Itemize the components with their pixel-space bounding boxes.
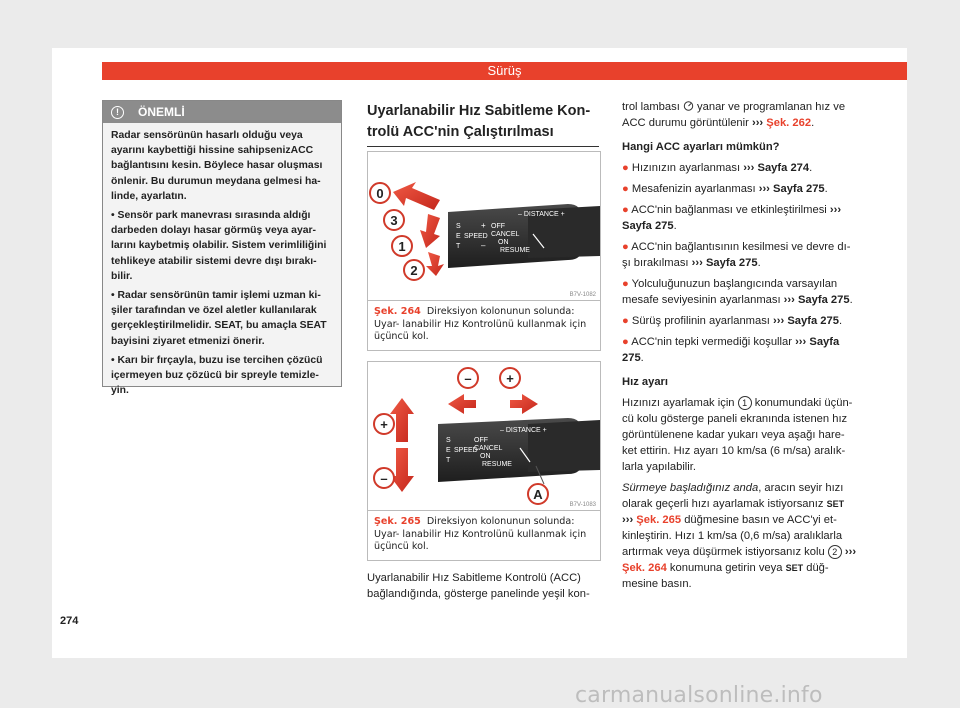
list-item: ● Hızınızın ayarlanması ››› Sayfa 274. bbox=[622, 162, 813, 174]
svg-text:3: 3 bbox=[390, 213, 398, 228]
position-marker: 1 bbox=[738, 396, 752, 410]
svg-text:–: – bbox=[380, 471, 388, 486]
figure-caption: Şek. 265 Direksiyon kolonunun solunda: Uyar- lanabilir Hız Kontrolünü kullanmak için üçüncü kol. bbox=[374, 516, 587, 552]
figure-label: Şek. 264 bbox=[374, 306, 421, 317]
section-rule bbox=[367, 146, 599, 147]
figure-265-image bbox=[368, 362, 600, 511]
arrow-pull bbox=[420, 214, 440, 248]
lever-label-on: ON bbox=[498, 239, 509, 246]
figure-label: Şek. 265 bbox=[374, 516, 421, 527]
marker-plus-top bbox=[500, 368, 520, 388]
lever-label-on: ON bbox=[480, 453, 491, 460]
arrow-up-left bbox=[393, 182, 440, 210]
section-title: Uyarlanabilir Hız Sabitleme Kon- trolü ACC'nin Çalıştırılması bbox=[367, 103, 591, 140]
lever-label-minus: – bbox=[481, 241, 486, 250]
marker-a bbox=[528, 484, 548, 504]
warning-box bbox=[102, 100, 342, 397]
lever-label-off: OFF bbox=[474, 437, 488, 444]
page-ref[interactable]: Sayfa 275 bbox=[622, 220, 674, 232]
lever-label-distance: – DISTANCE + bbox=[518, 211, 565, 218]
speed-paragraph-1: Hızınızı ayarlamak için 1 konumundaki üçün- cü kolu gösterge paneli ekranında istenen hız görüntülenene kadar yukarı veya aşağı hare- ket ettirin. Hız ayarı 10 km/sa (6 m/sa) aralık- larla yapılabilir. bbox=[622, 397, 853, 473]
watermark: carmanualsonline.info bbox=[575, 683, 823, 708]
warning-title: ÖNEMLİ bbox=[138, 105, 185, 119]
body-paragraph: Uyarlanabilir Hız Sabitleme Kontrolü (ACC) bağlandığında, gösterge panelinde yeşil kon- bbox=[367, 572, 590, 600]
warning-header bbox=[103, 101, 341, 123]
svg-text:A: A bbox=[533, 487, 543, 502]
figure-ref[interactable]: Şek. 262 bbox=[766, 117, 812, 129]
figure-264-image bbox=[368, 152, 600, 301]
marker-3 bbox=[384, 210, 404, 230]
arrow-right bbox=[510, 394, 538, 414]
lever-label-speed: SPEED bbox=[464, 233, 488, 240]
lever-label-s: S bbox=[456, 223, 461, 230]
lever-label-t: T bbox=[446, 457, 451, 464]
figure-264 bbox=[367, 151, 601, 351]
page-ref[interactable]: Sayfa 274 bbox=[757, 162, 810, 174]
lever-label-resume: RESUME bbox=[482, 461, 512, 468]
list-item: ● ACC'nin tepki vermediği koşullar ››› Sayfa 275. bbox=[622, 336, 840, 364]
warning-paragraph: Radar sensörünün hasarlı olduğu veya ayarını kaybettiği hissine sahipsenizACC bağlantısını kesin. Böylece hasar oluşması önlenir. Bu durumun meydana gelmesi ha- linde, ayarlatın. bbox=[111, 130, 323, 202]
figure-ref[interactable]: Şek. 265 bbox=[636, 514, 682, 526]
page-number: 274 bbox=[60, 615, 79, 627]
lever-label-resume: RESUME bbox=[500, 247, 530, 254]
intro-paragraph: trol lambası yanar ve programlanan hız ve ACC durumu görüntülenir ››› Şek. 262. bbox=[622, 101, 846, 129]
marker-2 bbox=[404, 260, 424, 280]
right-column bbox=[622, 99, 857, 597]
list-item: ● ACC'nin bağlantısının kesilmesi ve devre dı- şı bırakılması ››› Sayfa 275. bbox=[622, 241, 851, 269]
figure-caption: Şek. 264 Direksiyon kolonunun solunda: Uyar- lanabilir Hız Kontrolünü kullanmak için üçüncü kol. bbox=[374, 306, 587, 342]
list-item: ● Mesafenizin ayarlanması ››› Sayfa 275. bbox=[622, 183, 828, 195]
marker-minus-left bbox=[374, 468, 394, 488]
set-button-label: SET bbox=[785, 563, 804, 573]
list-item: ● Yolculuğunuzun başlangıcında varsayılan mesafe seviyesinin ayarlanması ››› Sayfa 275. bbox=[622, 278, 853, 306]
warning-bullet: • Karı bir fırçayla, buzu ise tercihen çözücü içermeyen buz çözücü bir spreyle temizle- yin. bbox=[111, 354, 323, 397]
arrow-left bbox=[448, 394, 476, 414]
arrow-down bbox=[426, 252, 444, 276]
svg-text:1: 1 bbox=[398, 239, 406, 254]
warning-bullet: • Radar sensörünün tamir işlemi uzman ki- şiler tarafından ve özel aletler kullanılarak gerçekleştirilmelidir. SEAT, bu amaçla SEAT bayisini ziyaret etmenizi önerir. bbox=[111, 290, 327, 347]
arrow-down bbox=[390, 448, 414, 492]
lever-label-e: E bbox=[446, 447, 451, 454]
figure-ref[interactable]: Şek. 264 bbox=[622, 562, 667, 574]
svg-text:2: 2 bbox=[410, 263, 418, 278]
list-item: ● ACC'nin bağlanması ve etkinleştirilmesi ››› Sayfa 275. bbox=[622, 204, 842, 232]
figure-code: B7V-1083 bbox=[569, 502, 596, 508]
page-ref[interactable]: Sayfa 275 bbox=[787, 315, 839, 327]
set-button-label: SET bbox=[826, 499, 845, 509]
lever-label-cancel: CANCEL bbox=[474, 445, 503, 452]
info-circle-icon: ! bbox=[111, 106, 124, 119]
list-item: ● Sürüş profilinin ayarlanması ››› Sayfa 275. bbox=[622, 315, 843, 327]
acc-indicator-icon bbox=[683, 100, 694, 111]
page-ref[interactable]: Sayfa 275 bbox=[622, 336, 840, 364]
page-ref[interactable]: Sayfa 275 bbox=[773, 183, 825, 195]
svg-text:+: + bbox=[506, 371, 514, 386]
page-ref[interactable]: Sayfa 275 bbox=[705, 257, 758, 269]
speed-paragraph-2: Sürmeye başladığınız anda, aracın seyir hızı olarak geçerli hızı ayarlamak istiyorsanız SET ››› Şek. 265 düğmesine basın ve ACC'yi et- kinleştirin. Hızı 1 km/sa (0,6 m/sa) aralıklarla artırmak veya düşürmek istiyorsanız kolu 2 ››› Şek. 264 konumuna getirin veya SET düğ- mesine basın. bbox=[622, 482, 857, 590]
lever-label-e: E bbox=[456, 233, 461, 240]
warning-body bbox=[103, 123, 341, 398]
lever-diagram bbox=[368, 152, 600, 300]
figure-265 bbox=[367, 361, 601, 561]
lever-label-plus: + bbox=[481, 221, 486, 230]
svg-text:–: – bbox=[464, 371, 472, 386]
position-marker: 2 bbox=[828, 545, 842, 559]
lever-label-t: T bbox=[456, 243, 461, 250]
marker-plus-left bbox=[374, 414, 394, 434]
lever-label-s: S bbox=[446, 437, 451, 444]
svg-text:0: 0 bbox=[376, 186, 384, 201]
question-heading: Hangi ACC ayarları mümkün? bbox=[622, 141, 780, 153]
svg-text:+: + bbox=[380, 417, 388, 432]
lever-label-off: OFF bbox=[491, 223, 505, 230]
page-ref[interactable]: Sayfa 275 bbox=[797, 294, 850, 306]
lever-label-cancel: CANCEL bbox=[491, 231, 520, 238]
lever-diagram bbox=[368, 362, 600, 510]
marker-0 bbox=[370, 183, 390, 203]
lever-label-distance: – DISTANCE + bbox=[500, 427, 547, 434]
figure-code: B7V-1082 bbox=[569, 292, 596, 298]
speed-heading: Hız ayarı bbox=[622, 376, 669, 388]
lever-label-speed: SPEED bbox=[454, 447, 478, 454]
marker-1 bbox=[392, 236, 412, 256]
chapter-header: Sürüş bbox=[102, 62, 907, 80]
marker-minus-top bbox=[458, 368, 478, 388]
warning-bullet: • Sensör park manevrası sırasında aldığı darbeden dolayı hasar görmüş veya ayar- larını kaybetmiş olabilir. Sistem verimliliğini tehlikeye atabilir sistemi devre dışı bırakı- bilir. bbox=[111, 210, 327, 282]
